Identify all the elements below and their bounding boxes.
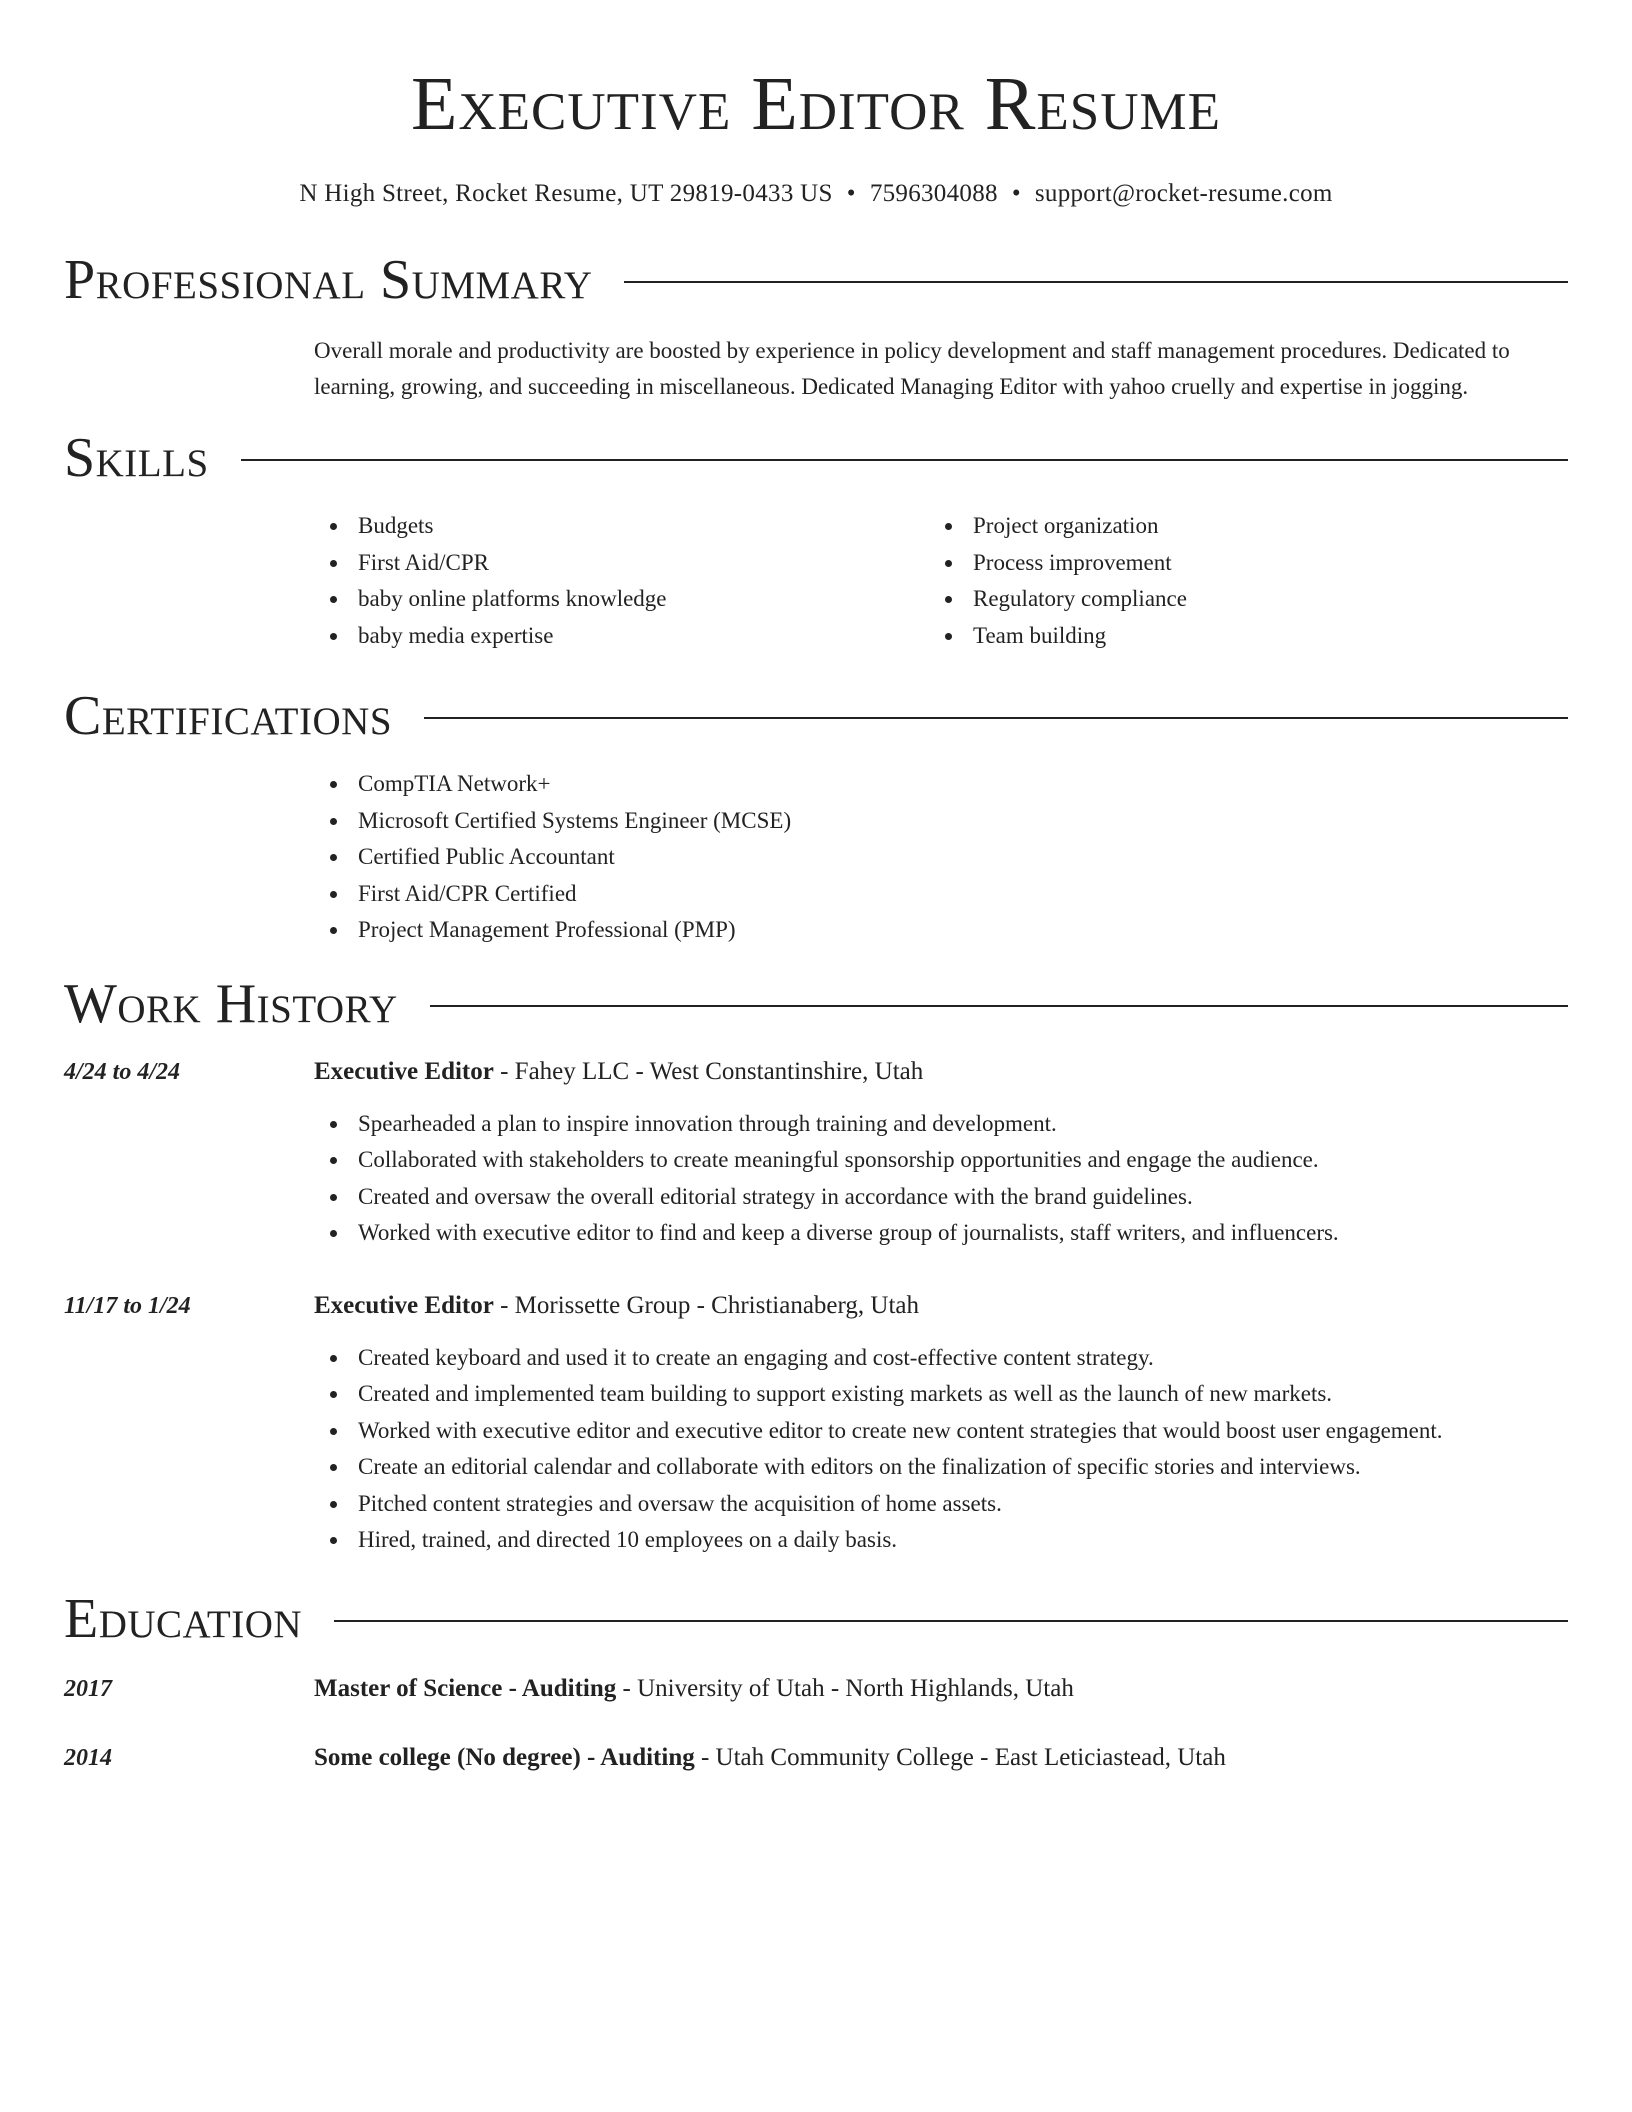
skills-column-left	[314, 508, 929, 654]
section-divider	[241, 459, 1568, 461]
section-title: Work History	[64, 972, 398, 1035]
section-divider	[334, 1620, 1568, 1622]
certification-item: CompTIA Network+	[314, 766, 1568, 803]
skill-item: Process improvement	[929, 545, 1544, 582]
section-title: Professional Summary	[64, 249, 593, 311]
job-bullet: Hired, trained, and directed 10 employees on a daily basis.	[314, 1522, 1564, 1559]
education-heading	[314, 1742, 1564, 1774]
job-dates: 11/17 to 1/24	[64, 1292, 191, 1319]
contact-separator: •	[846, 180, 856, 207]
section-divider	[424, 717, 1568, 719]
certification-item: Microsoft Certified Systems Engineer (MCSE)	[314, 803, 1568, 840]
job-title: Executive Editor	[314, 1291, 494, 1319]
education-year: 2014	[64, 1744, 112, 1771]
job-body	[314, 1290, 1564, 1559]
job-employer: - Fahey LLC - West Constantinshire, Utah	[493, 1057, 924, 1085]
job-bullet: Pitched content strategies and oversaw the acquisition of home assets.	[314, 1486, 1564, 1523]
section-title: Skills	[64, 427, 209, 489]
job-bullet: Collaborated with stakeholders to create meaningful sponsorship opportunities and engage the audience.	[314, 1142, 1564, 1179]
job-bullet: Created and oversaw the overall editorial strategy in accordance with the brand guidelines.	[314, 1179, 1564, 1216]
education-entry	[64, 1673, 1568, 1705]
education-year: 2017	[64, 1675, 112, 1702]
job-heading	[314, 1056, 1564, 1088]
summary-section	[64, 250, 1568, 405]
section-divider	[430, 1005, 1568, 1007]
education-school: - University of Utah - North Highlands, Utah	[616, 1674, 1074, 1702]
skills-column-right	[929, 508, 1544, 654]
job-employer: - Morissette Group - Christianaberg, Utah	[493, 1291, 919, 1319]
education-section	[64, 1589, 1568, 1774]
education-heading	[314, 1673, 1564, 1705]
contact-address: N High Street, Rocket Resume, UT 29819-0433 US	[299, 180, 833, 207]
education-degree: Some college (No degree) - Auditing	[314, 1743, 695, 1771]
education-body	[314, 1742, 1564, 1774]
section-header	[64, 1589, 1568, 1649]
job-entry	[64, 1290, 1568, 1559]
skills-section	[64, 428, 1568, 654]
job-bullet: Spearheaded a plan to inspire innovation through training and development.	[314, 1106, 1564, 1143]
skill-item: baby online platforms knowledge	[314, 581, 929, 618]
skill-item: Regulatory compliance	[929, 581, 1544, 618]
skill-item: baby media expertise	[314, 618, 929, 655]
certification-item: Certified Public Accountant	[314, 839, 1568, 876]
skill-item: First Aid/CPR	[314, 545, 929, 582]
contact-separator: •	[1011, 180, 1021, 207]
job-bullet: Create an editorial calendar and collaborate with editors on the finalization of specific stories and interviews.	[314, 1449, 1564, 1486]
summary-text: Overall morale and productivity are boosted by experience in policy development and staff management procedures. Dedicated to learning, growing, and succeeding in miscellaneous. Dedicated Managing Editor with yahoo cruelly and expertise in jogging.	[314, 338, 1510, 399]
section-header	[64, 428, 1568, 488]
job-bullets	[314, 1340, 1564, 1559]
education-school: - Utah Community College - East Leticiastead, Utah	[694, 1743, 1226, 1771]
section-divider	[624, 281, 1568, 283]
section-header	[64, 974, 1568, 1034]
certifications-list	[314, 766, 1568, 949]
work-history-section	[64, 974, 1568, 1559]
page-title: Executive Editor Resume	[410, 62, 1222, 146]
education-entry	[64, 1742, 1568, 1774]
section-header	[64, 250, 1568, 310]
section-header	[64, 686, 1568, 746]
skill-item: Project organization	[929, 508, 1544, 545]
skills-list	[314, 508, 1568, 654]
contact-email[interactable]: support@rocket-resume.com	[1034, 180, 1333, 207]
job-bullet: Created keyboard and used it to create an engaging and cost-effective content strategy.	[314, 1340, 1564, 1377]
education-body	[314, 1673, 1564, 1705]
skill-item: Team building	[929, 618, 1544, 655]
job-body	[314, 1056, 1564, 1252]
contact-phone: 7596304088	[869, 180, 998, 207]
education-degree: Master of Science - Auditing	[314, 1674, 617, 1702]
job-bullet: Created and implemented team building to support existing markets as well as the launch of new markets.	[314, 1376, 1564, 1413]
job-entry	[64, 1056, 1568, 1252]
certification-item: First Aid/CPR Certified	[314, 876, 1568, 913]
contact-line	[64, 180, 1568, 208]
section-title: Education	[64, 1587, 303, 1650]
job-bullet: Worked with executive editor to find and keep a diverse group of journalists, staff writers, and influencers.	[314, 1215, 1564, 1252]
job-heading	[314, 1290, 1564, 1322]
certifications-section	[64, 686, 1568, 949]
skill-item: Budgets	[314, 508, 929, 545]
job-bullets	[314, 1106, 1564, 1252]
section-title: Certifications	[64, 685, 393, 747]
job-dates: 4/24 to 4/24	[64, 1058, 181, 1085]
certification-item: Project Management Professional (PMP)	[314, 912, 1568, 949]
job-title: Executive Editor	[314, 1057, 494, 1085]
job-bullet: Worked with executive editor and executive editor to create new content strategies that would boost user engagement.	[314, 1413, 1564, 1450]
